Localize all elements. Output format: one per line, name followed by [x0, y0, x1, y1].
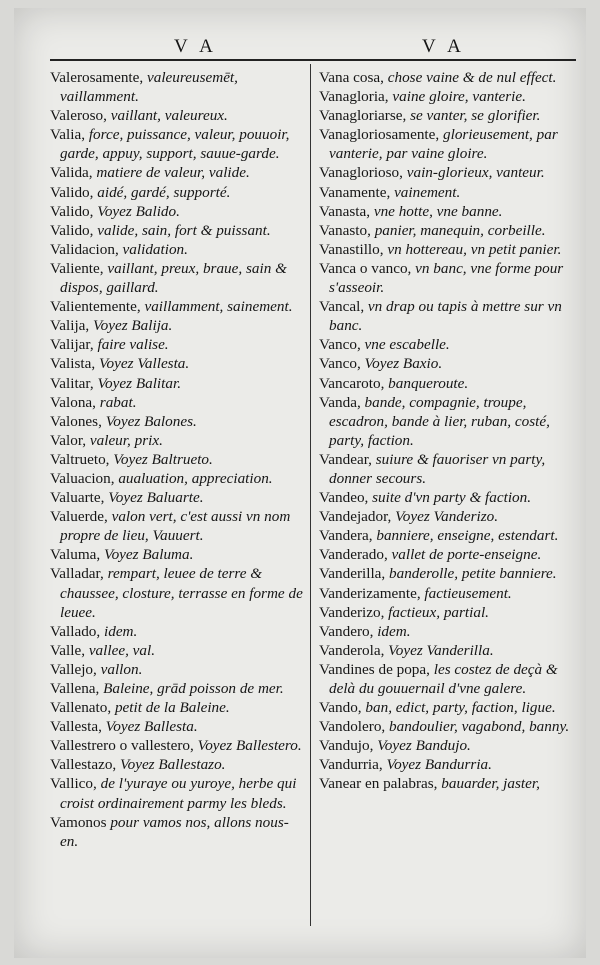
entry-headword: Vallado,	[50, 622, 101, 640]
entry-translation: se vanter, se glorifier.	[406, 107, 541, 125]
entry-headword: Vandolero,	[319, 718, 386, 736]
entry-headword: Valladar,	[50, 565, 104, 583]
dictionary-entry	[319, 354, 577, 373]
entry-translation: valon vert, c'est aussi vn nom propre de lieu, Vauuert.	[60, 508, 291, 545]
entry-headword: Valijar,	[50, 336, 94, 354]
entry-translation: idem.	[373, 622, 411, 640]
entry-headword: Valuma,	[50, 546, 101, 564]
column-divider	[310, 64, 311, 926]
entry-headword: Vanagloriarse,	[319, 107, 407, 125]
entry-translation: Voyez Vanderizo.	[391, 508, 499, 526]
entry-headword: Vallestazo,	[50, 756, 117, 774]
dictionary-entry	[319, 698, 577, 717]
entry-translation: Voyez Vanderilla.	[384, 641, 494, 659]
dictionary-page	[14, 8, 586, 958]
entry-headword: Valido,	[50, 183, 94, 201]
entry-headword: Valtrueto,	[50, 450, 110, 468]
dictionary-entry	[50, 221, 304, 240]
entry-translation: panier, manequin, corbeille.	[370, 221, 546, 239]
entry-headword: Vandurria,	[319, 756, 383, 774]
dictionary-entry	[50, 755, 304, 774]
entry-translation: de l'yuraye ou yuroye, herbe qui croist ordinairement parmy les bleds.	[60, 775, 297, 812]
header-left: V A	[174, 36, 217, 57]
entry-translation: chose vaine & de nul effect.	[383, 69, 557, 86]
entry-translation: bande, compagnie, troupe, escadron, bande à lier, ruban, costé, party, faction.	[329, 393, 550, 449]
entry-headword: Vanear en palabras,	[319, 775, 438, 793]
entry-translation: Voyez Baluarte.	[104, 489, 204, 507]
dictionary-entry	[50, 679, 304, 698]
dictionary-entry	[319, 622, 577, 641]
entry-headword: Vandujo,	[319, 737, 374, 755]
entry-headword: Vandines de popa,	[319, 660, 430, 678]
entry-headword: Valiente,	[50, 259, 104, 277]
dictionary-entry	[319, 374, 577, 393]
dictionary-entry	[319, 221, 577, 240]
entry-headword: Vallico,	[50, 775, 97, 793]
entry-headword: Valientemente,	[50, 298, 141, 316]
dictionary-entry	[50, 125, 304, 163]
dictionary-entry	[319, 507, 577, 526]
entry-headword: Valida,	[50, 164, 93, 182]
entry-headword: Vanderola,	[319, 641, 385, 659]
entry-translation: aidé, gardé, supporté.	[93, 183, 231, 201]
dictionary-entry	[50, 660, 304, 679]
entry-translation: vaine gloire, vanterie.	[388, 88, 526, 106]
entry-headword: Vanderilla,	[319, 565, 386, 583]
entry-headword: Vanamente,	[319, 183, 391, 201]
dictionary-entry	[319, 641, 577, 660]
entry-headword: Vanaglorioso,	[319, 164, 403, 182]
dictionary-entry	[50, 564, 304, 621]
entry-translation: vallon.	[96, 660, 143, 678]
entry-translation: Voyez Baluma.	[100, 546, 194, 564]
dictionary-entry	[319, 202, 577, 221]
entry-headword: Vanderizo,	[319, 603, 385, 621]
entry-headword: Vanasto,	[319, 221, 371, 239]
entry-translation: vallee, val.	[85, 641, 156, 659]
entry-translation: banniere, enseigne, estendart.	[372, 527, 559, 545]
dictionary-entry	[50, 68, 304, 106]
entry-translation: aualuation, appreciation.	[114, 469, 273, 487]
dictionary-entry	[319, 106, 577, 125]
entry-headword: Valuarte,	[50, 489, 105, 507]
header-rule	[50, 59, 576, 61]
dictionary-entry	[319, 68, 577, 87]
left-column	[50, 68, 304, 851]
entry-headword: Vanagloriosamente,	[319, 126, 440, 144]
entry-translation: suiure & fauoriser vn party, donner secours.	[329, 450, 546, 487]
dictionary-entry	[319, 163, 577, 182]
entry-translation: valide, sain, fort & puissant.	[93, 221, 271, 239]
dictionary-entry	[319, 488, 577, 507]
entry-headword: Vallejo,	[50, 660, 97, 678]
dictionary-entry	[50, 393, 304, 412]
entry-headword: Vanagloria,	[319, 88, 389, 106]
entry-headword: Vallestrero o vallestero,	[50, 737, 194, 755]
entry-headword: Valeroso,	[50, 107, 107, 125]
entry-translation: vn banc, vne forme pour s'asseoir.	[329, 259, 564, 297]
entry-translation: Voyez Bandujo.	[373, 737, 471, 755]
dictionary-entry	[50, 813, 304, 851]
dictionary-entry	[319, 526, 577, 545]
entry-translation: vaillant, valeureux.	[106, 107, 228, 125]
entry-headword: Valuerde,	[50, 508, 108, 526]
entry-headword: Vandear,	[319, 450, 372, 468]
dictionary-entry	[50, 622, 304, 641]
dictionary-entry	[50, 354, 304, 373]
entry-translation: factieusement.	[420, 584, 512, 602]
entry-translation: rabat.	[95, 393, 137, 411]
entry-headword: Vanderado,	[319, 546, 388, 564]
dictionary-entry	[319, 660, 577, 698]
header-right: V A	[422, 36, 465, 57]
entry-translation: rempart, leuee de terre & chaussee, closture, terrasse en forme de leuee.	[60, 565, 303, 621]
entry-headword: Vanasta,	[319, 202, 371, 220]
entry-translation: factieux, partial.	[384, 603, 489, 621]
dictionary-entry	[50, 202, 304, 221]
entry-headword: Vanco,	[319, 336, 361, 354]
dictionary-entry	[50, 106, 304, 125]
dictionary-entry	[50, 316, 304, 335]
right-column	[319, 68, 577, 794]
entry-translation: faire valise.	[93, 336, 169, 354]
entry-headword: Valle,	[50, 641, 86, 659]
dictionary-entry	[319, 125, 577, 163]
entry-translation: suite d'vn party & faction.	[368, 489, 532, 507]
dictionary-entry	[319, 393, 577, 450]
entry-translation: Voyez Balones.	[101, 412, 197, 430]
dictionary-entry	[319, 736, 577, 755]
dictionary-entry	[319, 774, 577, 793]
dictionary-entry	[50, 450, 304, 469]
entry-translation: Voyez Ballestero.	[193, 737, 302, 755]
dictionary-entry	[50, 183, 304, 202]
dictionary-entry	[319, 717, 577, 736]
dictionary-entry	[319, 545, 577, 564]
dictionary-entry	[50, 374, 304, 393]
dictionary-entry	[50, 736, 304, 755]
entry-headword: Validacion,	[50, 240, 119, 258]
dictionary-entry	[50, 774, 304, 812]
dictionary-entry	[50, 259, 304, 297]
entry-translation: Voyez Baltrueto.	[109, 450, 213, 468]
entry-translation: glorieusement, par vanterie, par vaine gloire.	[329, 126, 558, 163]
entry-headword: Vancal,	[319, 298, 365, 316]
dictionary-entry	[319, 87, 577, 106]
entry-headword: Vandera,	[319, 527, 373, 545]
entry-headword: Vandeo,	[319, 489, 369, 507]
dictionary-entry	[50, 488, 304, 507]
dictionary-entry	[319, 584, 577, 603]
entry-headword: Vanco,	[319, 355, 361, 373]
dictionary-entry	[319, 259, 577, 297]
entry-translation: pour vamos nos, allons nous-en.	[60, 813, 289, 850]
dictionary-entry	[319, 603, 577, 622]
dictionary-entry	[319, 297, 577, 335]
entry-translation: Voyez Vallesta.	[95, 355, 190, 373]
dictionary-entry	[50, 412, 304, 431]
entry-translation: Voyez Balido.	[93, 202, 180, 220]
entry-headword: Vanderizamente,	[319, 584, 421, 602]
entry-translation: Voyez Ballesta.	[101, 718, 198, 736]
entry-translation: Voyez Balija.	[89, 317, 173, 335]
entry-translation: vaillamment, sainement.	[140, 298, 293, 316]
entry-headword: Valido,	[50, 202, 94, 220]
entry-translation: matiere de valeur, valide.	[92, 164, 250, 182]
entry-translation: vaillant, preux, braue, sain & dispos, gaillard.	[60, 259, 287, 297]
entry-translation: Voyez Baxio.	[360, 355, 443, 373]
entry-headword: Vandero,	[319, 622, 374, 640]
entry-headword: Vancaroto,	[319, 374, 385, 392]
entry-translation: Baleine, grād poisson de mer.	[99, 680, 284, 697]
entry-translation: les costez de deçà & delà du gouuernail d'vne galere.	[329, 660, 558, 697]
dictionary-entry	[50, 469, 304, 488]
entry-headword: Valor,	[50, 431, 87, 449]
entry-translation: vne hotte, vne banne.	[370, 202, 503, 220]
entry-translation: Voyez Ballestazo.	[116, 756, 226, 774]
dictionary-entry	[50, 641, 304, 660]
dictionary-entry	[50, 698, 304, 717]
entry-headword: Valija,	[50, 317, 90, 335]
dictionary-entry	[50, 297, 304, 316]
entry-headword: Valones,	[50, 412, 102, 430]
entry-translation: Voyez Bandurria.	[382, 756, 492, 774]
dictionary-entry	[50, 431, 304, 450]
entry-translation: Voyez Balitar.	[93, 374, 181, 392]
dictionary-entry	[50, 717, 304, 736]
dictionary-entry	[50, 163, 304, 182]
dictionary-entry	[50, 545, 304, 564]
dictionary-entry	[319, 450, 577, 488]
entry-headword: Vanastillo,	[319, 240, 384, 258]
entry-headword: Vando,	[319, 699, 362, 717]
entry-translation: force, puissance, valeur, pouuoir, garde, appuy, support, sauue-garde.	[60, 126, 290, 163]
entry-headword: Vallena,	[50, 680, 100, 697]
running-header	[14, 36, 586, 58]
entry-headword: Valona,	[50, 393, 96, 411]
entry-headword: Valerosamente,	[50, 69, 144, 86]
entry-translation: validation.	[118, 240, 188, 258]
dictionary-entry	[319, 240, 577, 259]
dictionary-entry	[319, 335, 577, 354]
entry-headword: Vallesta,	[50, 718, 102, 736]
entry-headword: Vandejador,	[319, 508, 392, 526]
entry-headword: Vana cosa,	[319, 69, 384, 86]
entry-headword: Vanda,	[319, 393, 361, 411]
dictionary-entry	[319, 755, 577, 774]
entry-headword: Valista,	[50, 355, 96, 373]
entry-headword: Vallenato,	[50, 699, 112, 717]
entry-headword: Valia,	[50, 126, 86, 144]
dictionary-entry	[50, 507, 304, 545]
entry-translation: petit de la Baleine.	[111, 699, 230, 717]
entry-headword: Vanca o vanco,	[319, 259, 412, 277]
entry-translation: vn drap ou tapis à mettre sur vn banc.	[329, 298, 562, 335]
entry-translation: valeureusemēt, vaillamment.	[60, 69, 238, 106]
entry-translation: vainement.	[390, 183, 461, 201]
entry-translation: vallet de porte-enseigne.	[387, 546, 542, 564]
entry-headword: Valitar,	[50, 374, 94, 392]
entry-translation: valeur, prix.	[86, 431, 163, 449]
entry-headword: Vamonos	[50, 813, 107, 831]
entry-translation: ban, edict, party, faction, ligue.	[361, 699, 556, 717]
entry-translation: idem.	[100, 622, 138, 640]
dictionary-entry	[50, 240, 304, 259]
entry-translation: vain-glorieux, vanteur.	[402, 164, 545, 182]
entry-headword: Valuacion,	[50, 469, 115, 487]
entry-translation: vne escabelle.	[360, 336, 450, 354]
dictionary-entry	[319, 564, 577, 583]
entry-translation: banderolle, petite banniere.	[385, 565, 557, 583]
dictionary-entry	[50, 335, 304, 354]
entry-translation: bandoulier, vagabond, banny.	[385, 718, 570, 736]
entry-translation: banqueroute.	[384, 374, 469, 392]
entry-translation: bauarder, jaster,	[437, 775, 540, 793]
dictionary-entry	[319, 183, 577, 202]
entry-headword: Valido,	[50, 221, 94, 239]
entry-translation: vn hottereau, vn petit panier.	[383, 240, 562, 258]
